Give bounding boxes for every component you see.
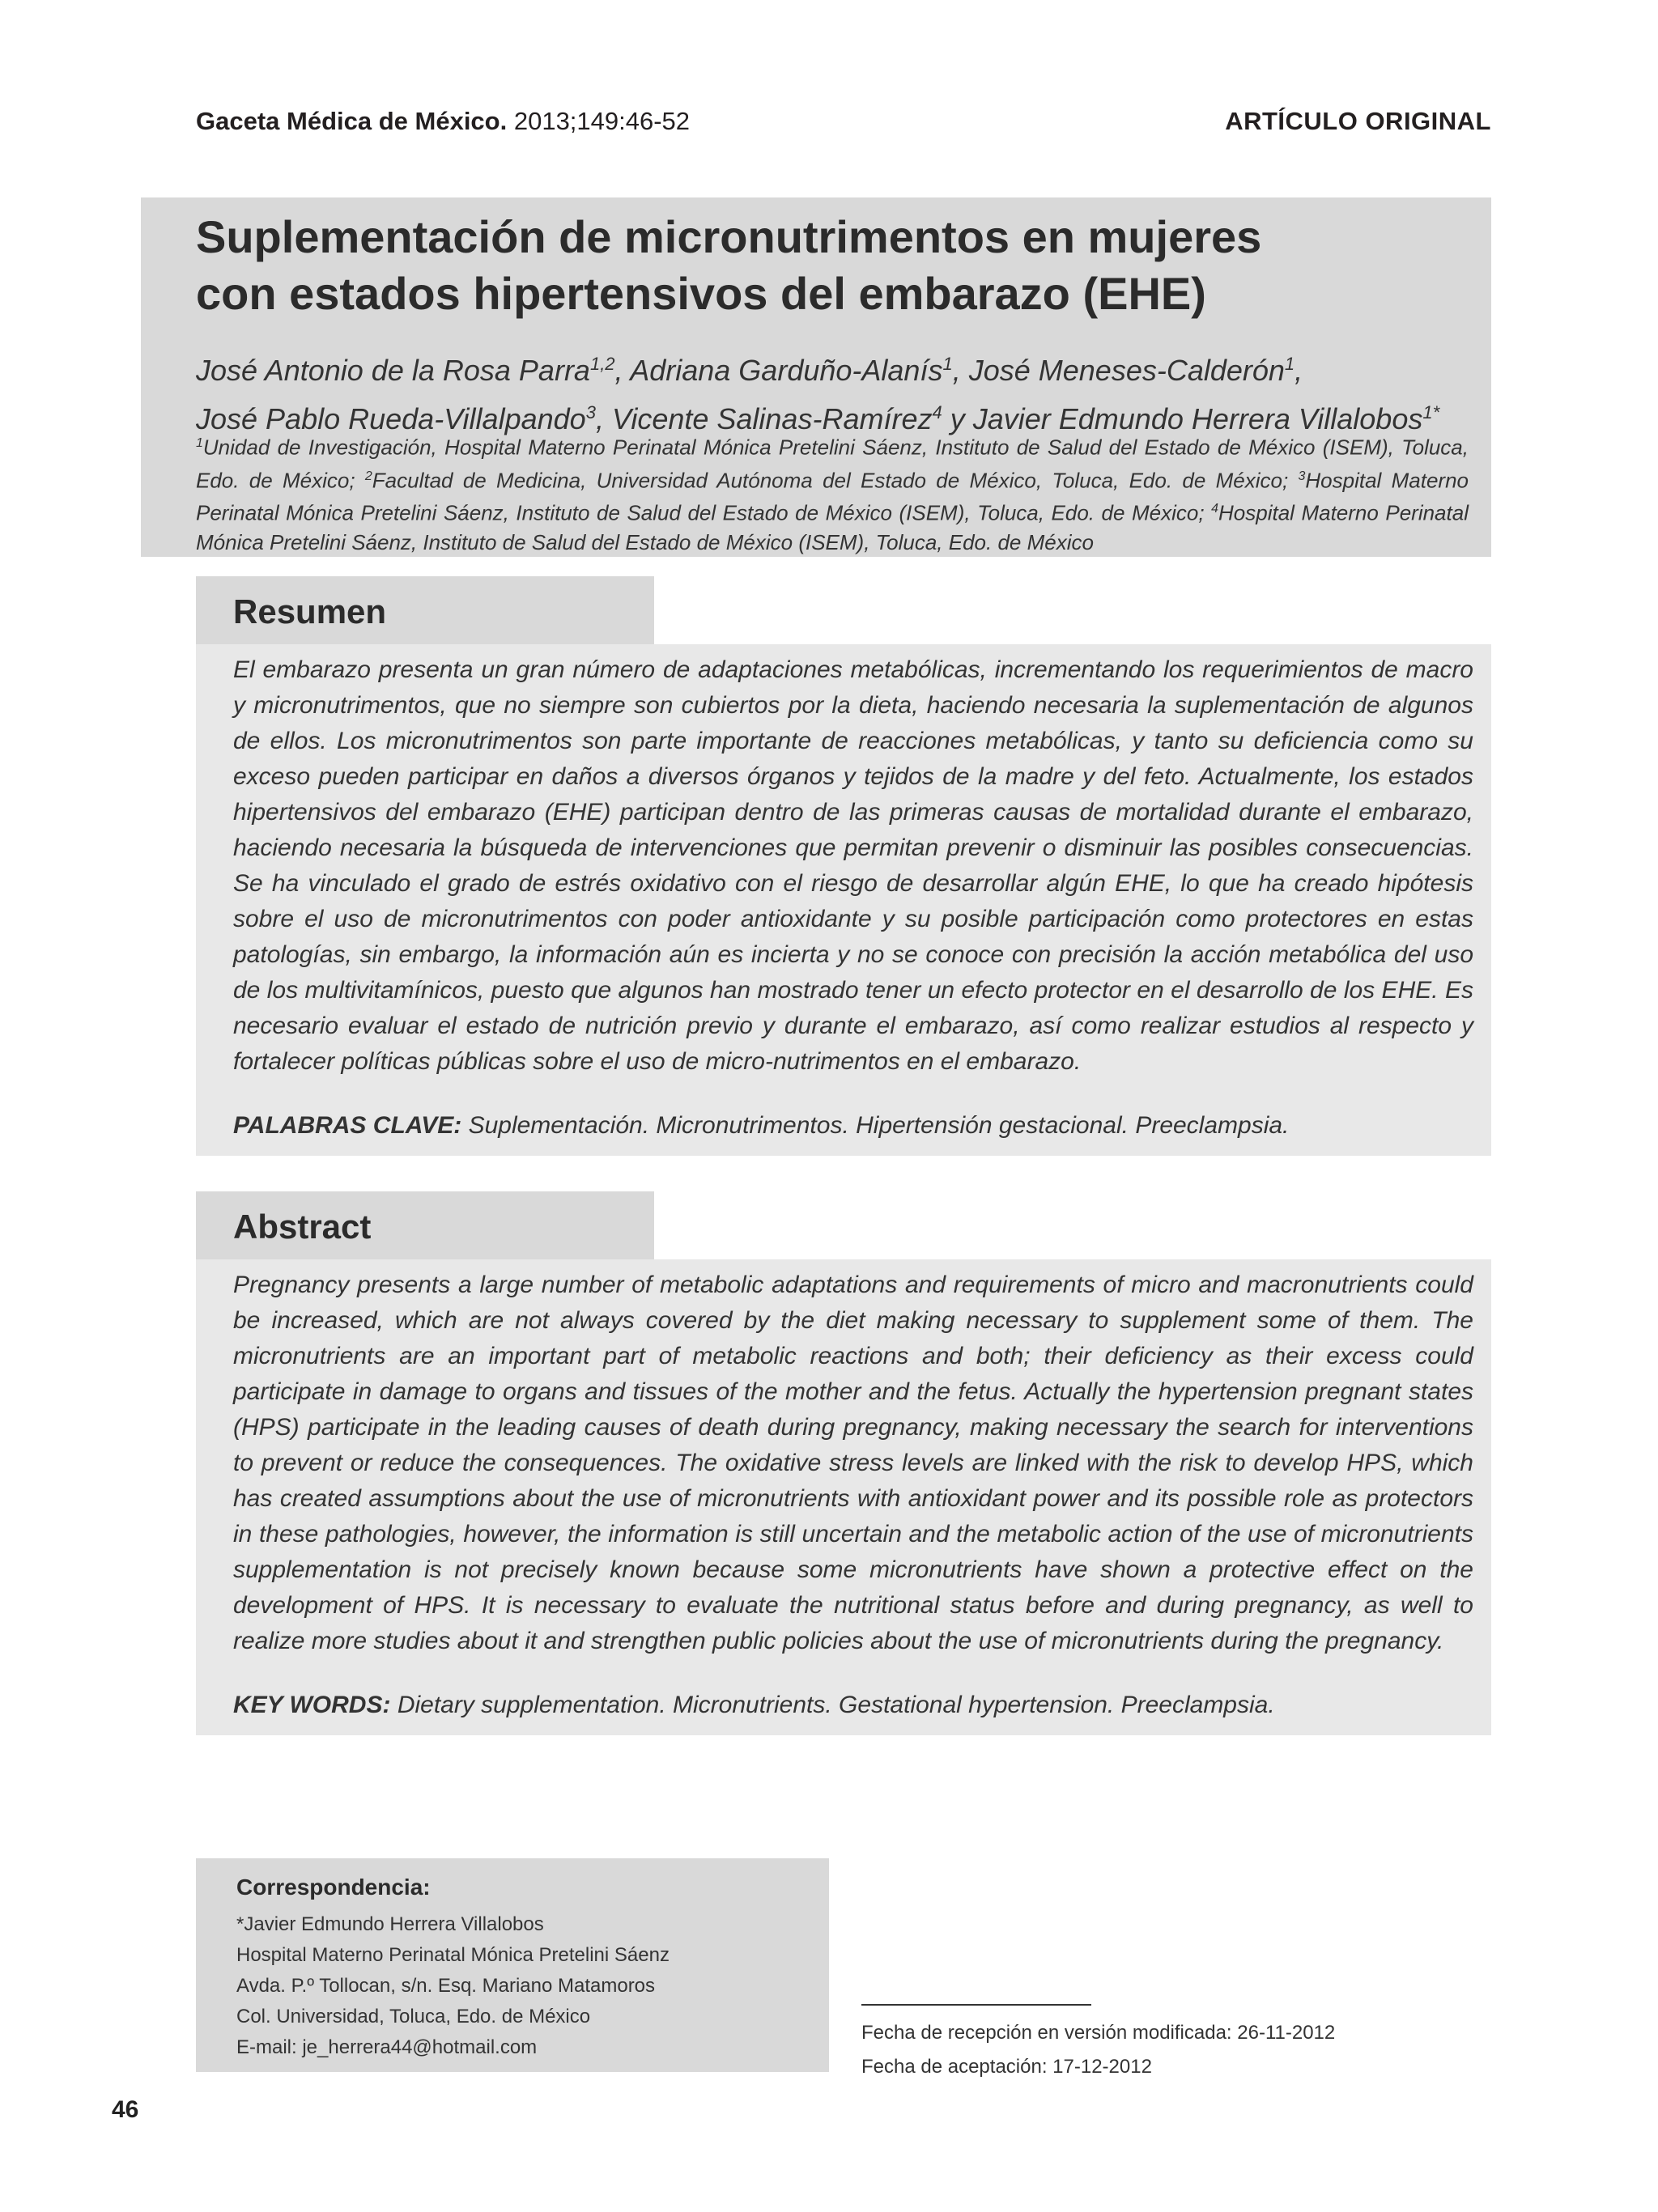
- running-head: [196, 107, 1491, 139]
- keywords-label: PALABRAS CLAVE:: [233, 1112, 462, 1139]
- footnote-rule: [861, 2004, 1091, 2006]
- correspondence-box: [196, 1858, 829, 2072]
- keywords-label: KEY WORDS:: [233, 1692, 391, 1718]
- affiliation-mark: 4: [1211, 502, 1218, 516]
- author-affiliation-mark: 1*: [1422, 402, 1440, 422]
- abstract-text: Pregnancy presents a large number of metabolic adaptations and requirements of micro and macronutrients could be increased, which are not always covered by the diet making necessary to supplement some of them. The micronutrients are an important part of metabolic reactions and both; their deficiency as their excess could participate in damage to organs and tissues of the mother and the fetus. Actually the hypertension pregnant states (HPS) participate in the leading causes of death during pregnancy, making necessary the search for interventions to prevent or reduce the consequences. The oxidative stress levels are linked with the risk to develop HPS, which has created assumptions about the use of micronutrients with antioxidant power and its possible role as protectors in these pathologies, however, the information is still uncertain and the metabolic action of the use of micronutrients supplementation is not precisely known because some micronutrients have shown a protective effect on the development of HPS. It is necessary to evaluate the nutritional status before and during pregnancy, as well to realize more studies about it and strengthen public policies about the use of micronutrients during the pregnancy.: [233, 1272, 1473, 1654]
- author-affiliation-mark: 1,2: [589, 354, 615, 374]
- abstract-section: [196, 1259, 1491, 1735]
- author-line: José Antonio de la Rosa Parra$^{1,2}$, Adriana Garduño-Alanís$^1$, José Meneses-Calderón$^1$,: [196, 354, 1303, 387]
- author-name: José Antonio de la Rosa Parra: [196, 354, 590, 387]
- author-name: José Meneses-Calderón: [968, 354, 1285, 387]
- keywords-text: Dietary supplementation. Micronutrients. Gestational hypertension. Preeclampsia.: [397, 1692, 1275, 1718]
- author-name: Javier Edmundo Herrera Villalobos: [972, 402, 1423, 435]
- correspondence-email: E-mail: je_herrera44@hotmail.com: [236, 2036, 538, 2058]
- correspondence-line: Col. Universidad, Toluca, Edo. de México: [236, 2006, 591, 2027]
- author-line: José Pablo Rueda-Villalpando$^3$, Vicente Salinas-Ramírez$^4$ y Javier Edmundo Herrera Villalobos$^{1*}$: [196, 402, 1440, 435]
- accepted-date: Fecha de aceptación: 17-12-2012: [861, 2056, 1152, 2078]
- author-name: Adriana Garduño-Alanís: [630, 354, 943, 387]
- author-name: Vicente Salinas-Ramírez: [611, 402, 933, 435]
- author-affiliation-mark: 3: [585, 402, 596, 422]
- author-affiliation-mark: 1: [942, 354, 953, 374]
- author-affiliation-mark: 4: [932, 402, 942, 422]
- journal-name: Gaceta Médica de México.: [196, 107, 508, 135]
- resumen-heading-tab: [196, 576, 654, 644]
- correspondence-title: Correspondencia:: [236, 1874, 431, 1900]
- affiliation-mark: 1: [196, 436, 203, 450]
- affiliation: Facultad de Medicina, Universidad Autónoma del Estado de México, Toluca, Edo. de México;: [372, 468, 1299, 493]
- page-number: 46: [112, 2096, 139, 2123]
- resumen-section: [196, 644, 1491, 1156]
- article-type: ARTÍCULO ORIGINAL: [1225, 107, 1491, 135]
- author-list: [196, 343, 1475, 440]
- affiliation-mark: 2: [364, 469, 372, 483]
- affiliation: Hospital Materno Perinatal Mónica Pretelini Sáenz, Instituto de Salud del Estado de México (ISEM), Toluca, Edo. de México;: [196, 468, 1469, 525]
- author-name: José Pablo Rueda-Villalpando: [196, 402, 586, 435]
- affiliation: Unidad de Investigación, Hospital Materno Perinatal Mónica Pretelini Sáenz, Instituto de Salud del Estado de México (ISEM), Toluca, Edo. de México;: [196, 435, 1469, 493]
- resumen-text: El embarazo presenta un gran número de adaptaciones metabólicas, incrementando los requerimientos de macro y micronutrimentos, que no siempre son cubiertos por la dieta, haciendo necesaria la suplementación de algunos de ellos. Los micronutrimentos son parte importante de reacciones metabólicas, y tanto su deficiencia como su exceso pueden participar en daños a diversos órganos y tejidos de la madre y del feto. Actualmente, los estados hipertensivos del embarazo (EHE) participan dentro de las primeras causas de mortalidad durante el embarazo, haciendo necesaria la búsqueda de intervenciones que permitan prevenir o disminuir las posibles consecuencias. Se ha vinculado el grado de estrés oxidativo con el riesgo de desarrollar algún EHE, lo que ha creado hipótesis sobre el uso de micronutrimentos con poder antioxidante y su posible participación como protectores en estas patologías, sin embargo, la información aún es incierta y no se conoce con precisión la acción metabólica del uso de los multivitamínicos, puesto que algunos han mostrado tener un efecto protector en el desarrollo de los EHE. Es necesario evaluar el estado de nutrición previo y durante el embarazo, así como realizar estudios al respecto y fortalecer políticas públicas sobre el uso de micro-nutrimentos en el embarazo.: [233, 656, 1473, 1075]
- resumen-keywords: [233, 1112, 1473, 1140]
- correspondence-line: *Javier Edmundo Herrera Villalobos: [236, 1913, 544, 1935]
- article-title: [196, 209, 1459, 322]
- title-line: Suplementación de micronutrimentos en mujeres: [196, 211, 1262, 262]
- title-line: con estados hipertensivos del embarazo (EHE): [196, 268, 1206, 319]
- resumen-heading: Resumen: [233, 592, 387, 630]
- abstract-heading-tab: [196, 1191, 654, 1259]
- keywords-text: Suplementación. Micronutrimentos. Hipertensión gestacional. Preeclampsia.: [468, 1112, 1290, 1139]
- abstract-keywords: [233, 1692, 1473, 1719]
- citation: 2013;149:46-52: [513, 107, 691, 135]
- correspondence-line: Avda. P.º Tollocan, s/n. Esq. Mariano Matamoros: [236, 1975, 656, 1997]
- abstract-heading: Abstract: [233, 1208, 372, 1246]
- affiliation: Hospital Materno Perinatal Mónica Pretelini Sáenz, Instituto de Salud del Estado de México (ISEM), Toluca, Edo. de México: [196, 500, 1469, 554]
- received-date: Fecha de recepción en versión modificada: 26-11-2012: [861, 2022, 1336, 2044]
- correspondence-line: Hospital Materno Perinatal Mónica Pretelini Sáenz: [236, 1944, 670, 1966]
- affiliations: [196, 429, 1469, 557]
- author-affiliation-mark: 1: [1284, 354, 1295, 374]
- affiliation-mark: 3: [1298, 469, 1306, 483]
